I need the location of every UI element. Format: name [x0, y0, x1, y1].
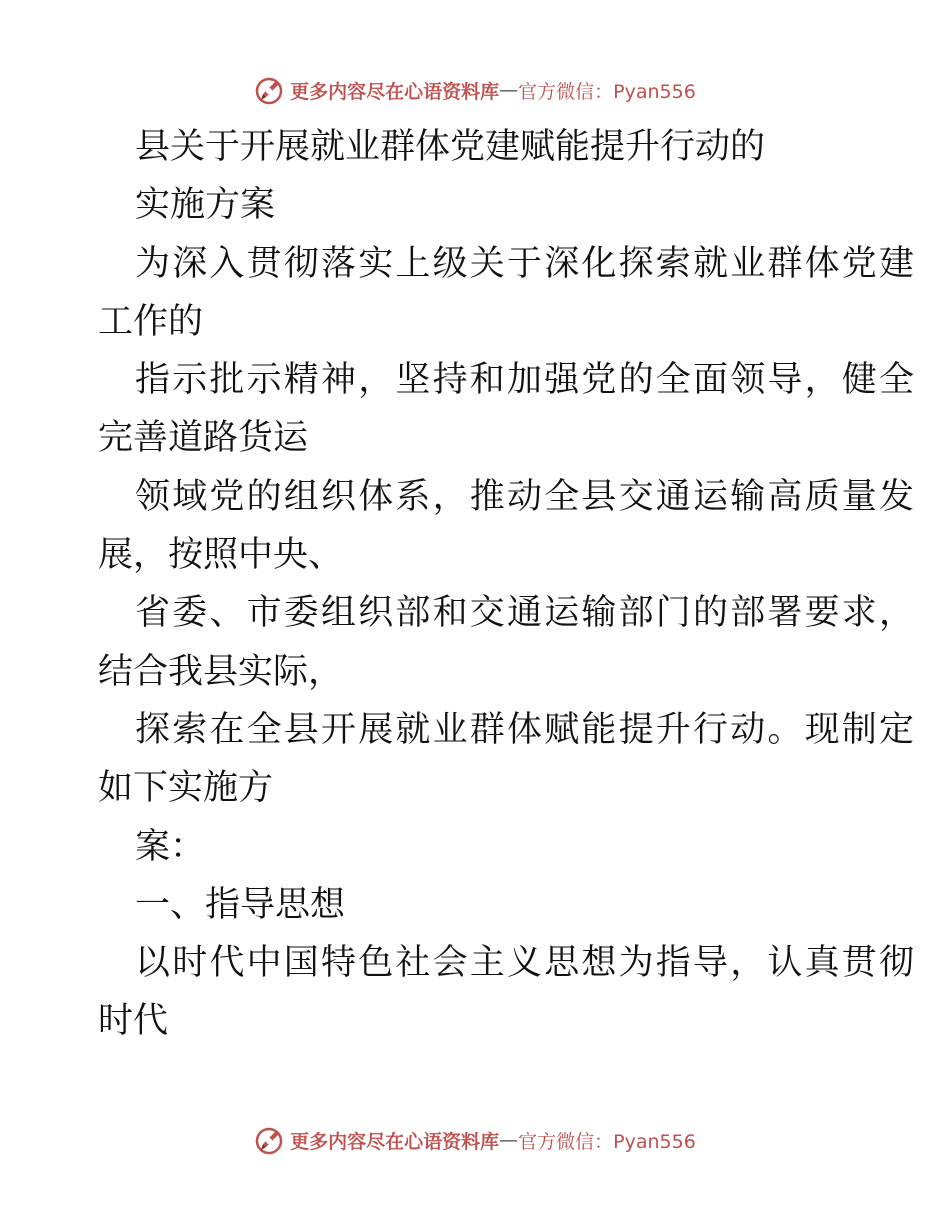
pen-logo-icon: [254, 74, 286, 106]
text-line: 省委、市委组织部和交通运输部门的部署要求，: [135, 593, 917, 634]
text-line: 展，按照中央、: [98, 535, 344, 576]
watermark-dash: —: [499, 1129, 519, 1151]
text-line: 时代: [98, 1001, 169, 1042]
document-body: [98, 118, 917, 1051]
text-line: 指示批示精神，坚持和加强党的全面领导，健全: [135, 360, 917, 401]
text-line: 完善道路货运: [98, 418, 309, 459]
text-line: 领域党的组织体系，推动全县交通运输高质量发: [135, 476, 917, 517]
watermark-dash: —: [499, 79, 519, 101]
text-line: 工作的: [98, 301, 204, 342]
pen-logo-icon: [254, 1124, 286, 1156]
text-line: 探索在全县开展就业群体赋能提升行动。现制定: [135, 709, 917, 750]
watermark-brand: 更多内容尽在心语资料库: [290, 1130, 500, 1153]
text-line: 实施方案: [135, 185, 276, 226]
text-line: 为深入贯彻落实上级关于深化探索就业群体党建: [135, 243, 917, 284]
header-watermark: [0, 70, 950, 110]
text-line: 一、指导思想: [135, 884, 346, 925]
text-line: 县关于开展就业群体党建赋能提升行动的: [135, 127, 766, 167]
watermark-brand: 更多内容尽在心语资料库: [290, 80, 500, 103]
text-line: 以时代中国特色社会主义思想为指导，认真贯彻: [135, 943, 917, 984]
text-line: 结合我县实际，: [98, 651, 344, 692]
text-line: 案：: [135, 826, 206, 867]
footer-watermark: [0, 1120, 950, 1160]
text-line: 如下实施方: [98, 768, 274, 809]
watermark-contact: 官方微信：Pyan556: [518, 1130, 696, 1153]
watermark-contact: 官方微信：Pyan556: [518, 80, 696, 103]
